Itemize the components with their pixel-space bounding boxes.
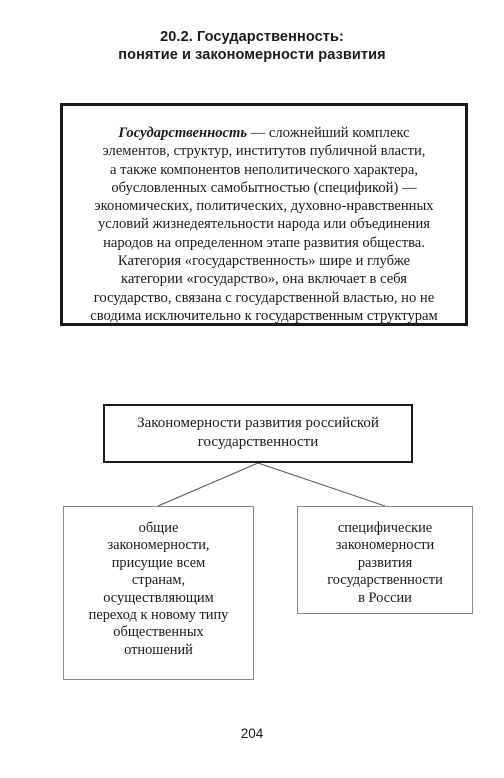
general-box-line: странам, — [131, 572, 186, 589]
definition-line: государство, связана с государственной властью, но не — [93, 289, 435, 306]
definition-term: Государственность — [118, 125, 247, 141]
general-box-line: отношений — [124, 641, 193, 658]
general-box-line: общие — [138, 520, 179, 536]
general-box-line: присущие всем — [111, 554, 206, 571]
specific-box-line: специфические — [337, 520, 433, 536]
specific-box-line: государственности — [327, 572, 443, 589]
general-box-line: закономерности, — [107, 537, 210, 554]
definition-line: Категория «государственность» шире и глубже — [117, 253, 411, 270]
definition-line: элементов, структур, институтов публичной власти, — [102, 143, 426, 160]
specific-box-line: в России — [358, 589, 412, 606]
root-box-line: Закономерности развития российской — [137, 415, 379, 431]
definition-line: экономических, политических, духовно-нравственных — [94, 198, 434, 215]
connector-to-general — [158, 463, 258, 506]
definition-line-text: — сложнейший комплекс — [247, 125, 410, 141]
regularities-root-box — [103, 404, 413, 463]
definition-line: категории «государство», она включает в себя — [121, 271, 407, 288]
definition-line: сводима исключительно к государственным структурам — [90, 307, 438, 324]
root-box-line: государственности — [197, 434, 319, 450]
definition-line: условий жизнедеятельности народа или объединения — [97, 216, 431, 233]
section-title: 20.2. Государственность: — [160, 29, 344, 45]
connector-to-specific — [258, 463, 385, 506]
definition-text — [63, 124, 465, 325]
general-box-line: осуществляющим — [103, 589, 214, 606]
specific-box-line: закономерности — [335, 537, 435, 554]
section-subtitle: понятие и закономерности развития — [118, 47, 386, 63]
general-regularities-box — [63, 506, 254, 680]
page-number: 204 — [240, 726, 264, 741]
definition-box — [60, 103, 468, 326]
definition-line: обусловленных самобытностью (спецификой) — — [111, 179, 417, 196]
definition-line: народов на определенном этапе развития общества. — [103, 234, 425, 251]
definition-line — [63, 124, 465, 142]
specific-regularities-box — [297, 506, 473, 614]
definition-line: а также компонентов неполитического характера, — [110, 161, 418, 178]
general-box-line: переход к новому типу — [88, 607, 229, 624]
specific-box-line: развития — [357, 554, 413, 571]
general-box-line: общественных — [113, 624, 204, 641]
